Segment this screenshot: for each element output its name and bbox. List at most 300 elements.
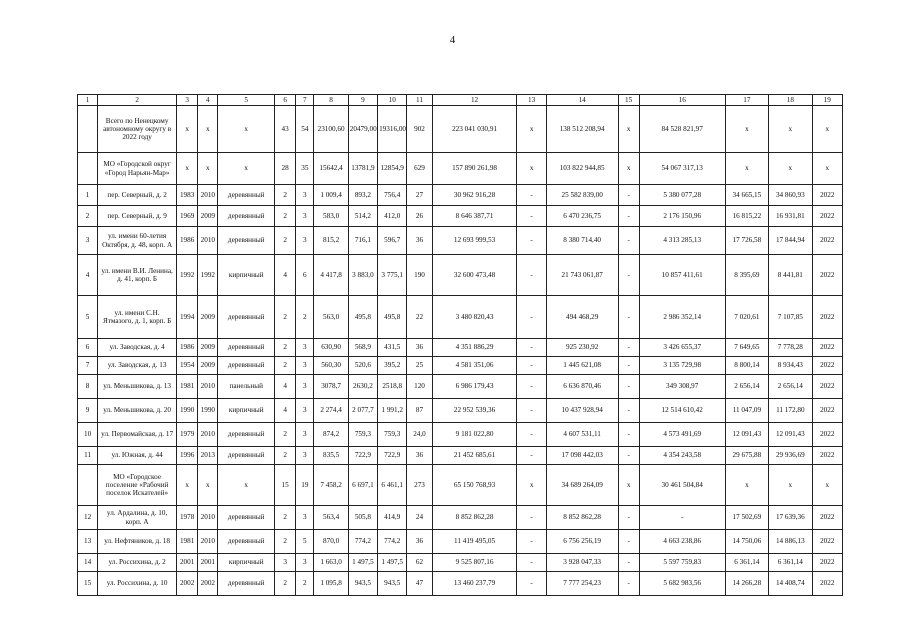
table-cell: 2 986 352,14 [639,296,725,339]
table-cell: 4 607 531,11 [546,423,618,447]
table-cell: - [618,185,639,206]
table-cell: 2002 [198,572,218,596]
table-cell: 1 497,5 [348,554,377,572]
table-cell: 35 [296,153,314,185]
table-cell: 2 [296,572,314,596]
table-cell: кирпичный [218,554,275,572]
table-cell [78,465,98,506]
table-cell: x [769,106,812,153]
address-cell: ул. имени 60-летия Октября, д. 48, корп. А [98,227,177,255]
table-cell: 6 361,14 [725,554,768,572]
address-cell: ул. Россихина, д. 10 [98,572,177,596]
table-cell: 3 [296,357,314,375]
table-cell: x [812,465,842,506]
table-cell: 874,2 [314,423,348,447]
table-cell: 1 991,2 [378,399,407,423]
table-cell: 1981 [177,375,198,399]
table-cell: панельный [218,375,275,399]
table-cell: 520,6 [348,357,377,375]
table-cell: 1979 [177,423,198,447]
address-cell: ул. Меньшикова, д. 13 [98,375,177,399]
table-cell: - [517,423,546,447]
table-cell: - [517,399,546,423]
table-row [78,447,843,465]
address-cell: ул. Ардалина, д. 10, корп. А [98,506,177,530]
table-row [78,185,843,206]
table-cell: - [517,357,546,375]
table-cell: x [725,465,768,506]
table-cell: 563,4 [314,506,348,530]
column-number: 15 [618,95,639,106]
table-cell: 3 [296,227,314,255]
table-cell: 2 [275,530,296,554]
table-cell: 2010 [198,530,218,554]
table-cell: - [517,506,546,530]
table-cell: 7 778,28 [769,339,812,357]
table-cell: x [769,465,812,506]
table-row [78,296,843,339]
table-cell: 12 514 610,42 [639,399,725,423]
table-cell: 3 [296,506,314,530]
table-cell: - [618,554,639,572]
table-cell: 3 [296,423,314,447]
table-cell: x [218,153,275,185]
table-cell: 2010 [198,375,218,399]
table-cell: 12854,9 [378,153,407,185]
table-cell: кирпичный [218,399,275,423]
table-cell: 722,9 [378,447,407,465]
column-number: 4 [198,95,218,106]
table-cell: x [812,153,842,185]
table-cell [78,106,98,153]
table-cell: деревянный [218,227,275,255]
column-number: 3 [177,95,198,106]
table-cell: 8 646 387,71 [432,206,517,227]
table-cell: 583,0 [314,206,348,227]
table-cell: 6 470 236,75 [546,206,618,227]
table-cell: 17 098 442,03 [546,447,618,465]
table-cell: 11 172,80 [769,399,812,423]
table-cell: 563,0 [314,296,348,339]
table-row [78,255,843,296]
table-cell: 4 [78,255,98,296]
table-cell: 62 [407,554,432,572]
table-cell: 870,0 [314,530,348,554]
table-cell: 349 308,97 [639,375,725,399]
table-cell: - [618,447,639,465]
table-cell: 568,9 [348,339,377,357]
column-number: 6 [275,95,296,106]
table-cell: деревянный [218,339,275,357]
table-cell: 815,2 [314,227,348,255]
table-cell: 1992 [198,255,218,296]
table-cell: 19316,00 [378,106,407,153]
table-cell: x [177,153,198,185]
table-cell: 6 756 256,19 [546,530,618,554]
table-cell: 4 313 285,13 [639,227,725,255]
table-row [78,506,843,530]
table-cell: 2 656,14 [725,375,768,399]
table-cell: - [618,423,639,447]
table-cell: 756,4 [378,185,407,206]
table-cell: 103 822 944,85 [546,153,618,185]
table-cell: 10 437 928,94 [546,399,618,423]
address-cell: пер. Северный, д. 9 [98,206,177,227]
table-cell: 14 [78,554,98,572]
table-row [78,399,843,423]
table-cell: 4 354 243,58 [639,447,725,465]
table-cell: 2022 [812,185,842,206]
table-cell: 774,2 [348,530,377,554]
table-cell: 2009 [198,357,218,375]
table-cell: кирпичный [218,255,275,296]
table-cell: 20479,00 [348,106,377,153]
table-cell: 65 150 768,93 [432,465,517,506]
table-cell: x [769,153,812,185]
table-cell: 11 [78,447,98,465]
column-number: 12 [432,95,517,106]
table-cell: деревянный [218,506,275,530]
table-cell: 2630,2 [348,375,377,399]
table-cell: 54 067 317,13 [639,153,725,185]
table-cell: деревянный [218,572,275,596]
table-cell: 2022 [812,206,842,227]
table-cell: 3 775,1 [378,255,407,296]
address-cell: Всего по Ненецкому автономному округу в 2022 году [98,106,177,153]
table-cell: 8 [78,375,98,399]
table-cell: 17 502,69 [725,506,768,530]
table-cell: 13781,9 [348,153,377,185]
table-cell: 1978 [177,506,198,530]
table-cell: 1 [78,185,98,206]
column-number: 1 [78,95,98,106]
table-cell: 3 480 820,43 [432,296,517,339]
table-cell: 87 [407,399,432,423]
table-cell: x [725,153,768,185]
table-cell: 1 445 621,08 [546,357,618,375]
table-cell: 7 107,85 [769,296,812,339]
table-cell [78,153,98,185]
table-cell: 9 [78,399,98,423]
table-cell: деревянный [218,447,275,465]
table-cell: 36 [407,447,432,465]
table-cell: 6 636 870,46 [546,375,618,399]
column-number: 19 [812,95,842,106]
table-cell: 514,2 [348,206,377,227]
table-cell: 835,5 [314,447,348,465]
table-cell: 596,7 [378,227,407,255]
table-cell: - [639,506,725,530]
table-cell: 4 [275,399,296,423]
table-cell: 2022 [812,357,842,375]
table-cell: x [198,153,218,185]
table-cell: деревянный [218,357,275,375]
table-cell: 13 [78,530,98,554]
table-cell: 223 041 030,91 [432,106,517,153]
table-cell: 47 [407,572,432,596]
table-cell: 7 649,65 [725,339,768,357]
table-cell: - [517,206,546,227]
table-cell: 22 952 539,36 [432,399,517,423]
table-cell: 12 091,43 [725,423,768,447]
table-cell: 3 [296,339,314,357]
table-cell: 2 [275,296,296,339]
table-cell: - [618,296,639,339]
table-row [78,530,843,554]
table-cell: 3 [296,375,314,399]
table-cell: 395,2 [378,357,407,375]
table-cell: 1992 [177,255,198,296]
table-cell: - [517,375,546,399]
table-cell: 9 181 022,80 [432,423,517,447]
table-cell: 15642,4 [314,153,348,185]
table-cell: 10 [78,423,98,447]
table-cell: 2009 [198,296,218,339]
table-cell: 4 581 351,06 [432,357,517,375]
table-cell: 17 726,58 [725,227,768,255]
table-cell: 1990 [177,399,198,423]
table-cell: 2 [275,447,296,465]
table-cell: - [618,255,639,296]
table-cell: 7 [78,357,98,375]
table-cell: - [618,506,639,530]
address-cell: ул. имени В.И. Ленина, д. 41, корп. Б [98,255,177,296]
table-cell: 2 [275,206,296,227]
table-cell: 9 525 807,16 [432,554,517,572]
table-cell: x [812,106,842,153]
table-cell: 2013 [198,447,218,465]
table-cell: 2 [275,185,296,206]
table-cell: 4 573 491,69 [639,423,725,447]
table-cell: 5 [296,530,314,554]
table-cell: 30 962 916,28 [432,185,517,206]
table-cell: 12 693 999,53 [432,227,517,255]
table-cell: 5 380 077,28 [639,185,725,206]
table-cell: 2 [275,339,296,357]
table-cell: 630,90 [314,339,348,357]
table-cell: - [618,530,639,554]
table-cell: 3 [296,554,314,572]
address-cell: МО «Городское поселение «Рабочий поселок Искателей» [98,465,177,506]
subtotal-row [78,106,843,153]
table-cell: x [198,106,218,153]
table-cell: 24 [407,506,432,530]
table-cell: 495,8 [378,296,407,339]
address-cell: ул. Заводская, д. 13 [98,357,177,375]
table-cell: 8 852 862,28 [546,506,618,530]
table-cell: 2001 [177,554,198,572]
table-cell: 716,1 [348,227,377,255]
table-cell: 12 [78,506,98,530]
table-cell: 3 [296,447,314,465]
table-cell: 273 [407,465,432,506]
table-cell: 505,8 [348,506,377,530]
address-cell: пер. Северный, д. 2 [98,185,177,206]
table-cell: 2002 [177,572,198,596]
column-number: 10 [378,95,407,106]
table-cell: 21 743 061,87 [546,255,618,296]
table-cell: 2 077,7 [348,399,377,423]
table-row [78,572,843,596]
table-cell: 14 750,06 [725,530,768,554]
table-cell: 1996 [177,447,198,465]
table-cell: 2 [78,206,98,227]
table-cell: - [517,554,546,572]
table-cell: 722,9 [348,447,377,465]
table-cell: 30 461 504,84 [639,465,725,506]
address-cell: ул. Заводская, д. 4 [98,339,177,357]
page-number: 4 [449,34,456,46]
column-number: 18 [769,95,812,106]
table-cell: 431,5 [378,339,407,357]
table-cell: 54 [296,106,314,153]
table-cell: 36 [407,227,432,255]
table-cell: 893,2 [348,185,377,206]
table-cell: 6 [296,255,314,296]
table-cell: x [618,106,639,153]
table-cell: - [618,357,639,375]
table-cell: 2 [275,423,296,447]
table-cell: - [618,572,639,596]
table-cell: 6 [78,339,98,357]
table-cell: 16 931,81 [769,206,812,227]
table-cell: 15 [78,572,98,596]
table-cell: 157 890 261,98 [432,153,517,185]
table-cell: 34 689 264,09 [546,465,618,506]
table-cell: 84 528 821,97 [639,106,725,153]
table-cell: 25 [407,357,432,375]
table-cell: 23100,60 [314,106,348,153]
table-cell: 28 [275,153,296,185]
column-number: 16 [639,95,725,106]
table-row [78,375,843,399]
table-cell: 2022 [812,530,842,554]
table-cell: 5 682 983,56 [639,572,725,596]
table-cell: 5 [78,296,98,339]
table-cell: 26 [407,206,432,227]
table-cell: 774,2 [378,530,407,554]
table-cell: 2022 [812,423,842,447]
table-cell: 2 656,14 [769,375,812,399]
table-cell: - [618,206,639,227]
column-number: 11 [407,95,432,106]
table-cell: 29 936,69 [769,447,812,465]
table-cell: - [517,227,546,255]
table-cell: 2022 [812,506,842,530]
column-number: 17 [725,95,768,106]
table-cell: 36 [407,339,432,357]
table-cell: - [517,339,546,357]
housing-register-table [77,94,843,596]
address-cell: ул. Первомайская, д. 17 [98,423,177,447]
table-cell: 2 [275,506,296,530]
table-cell: x [517,153,546,185]
table-cell: - [517,530,546,554]
table-cell: - [517,185,546,206]
table-cell: - [618,227,639,255]
table-cell: 2022 [812,399,842,423]
table-cell: - [517,296,546,339]
column-number: 13 [517,95,546,106]
column-number: 7 [296,95,314,106]
address-cell: ул. Нефтяников, д. 18 [98,530,177,554]
table-row [78,554,843,572]
table-cell: - [618,339,639,357]
table-cell: - [517,447,546,465]
table-cell: 943,5 [378,572,407,596]
table-cell: 4 351 886,29 [432,339,517,357]
table-cell: 16 815,22 [725,206,768,227]
table-cell: - [618,375,639,399]
table-cell: деревянный [218,206,275,227]
table-cell: 25 582 839,00 [546,185,618,206]
table-cell: x [517,465,546,506]
table-cell: 1981 [177,530,198,554]
table-cell: 902 [407,106,432,153]
column-number-row [78,95,843,106]
table-cell: x [218,465,275,506]
table-cell: 2022 [812,572,842,596]
table-cell: 29 675,88 [725,447,768,465]
table-cell: 8 852 862,28 [432,506,517,530]
table-cell: 2 [275,227,296,255]
table-cell: 2 [275,357,296,375]
table-cell: 1986 [177,339,198,357]
table-cell: 14 886,13 [769,530,812,554]
table-cell: 2001 [198,554,218,572]
table-cell: 2 176 150,96 [639,206,725,227]
table-cell: x [177,106,198,153]
table-cell: 120 [407,375,432,399]
table-cell: 495,8 [348,296,377,339]
table-cell: 3 [296,185,314,206]
subtotal-row [78,153,843,185]
table-cell: 2022 [812,255,842,296]
table-cell: x [618,465,639,506]
table-cell: 1 663,0 [314,554,348,572]
table-cell: 14 266,28 [725,572,768,596]
table-cell: 3 [296,206,314,227]
address-cell: ул. Россихина, д. 2 [98,554,177,572]
table-cell: 22 [407,296,432,339]
table-cell: 494 468,29 [546,296,618,339]
table-cell: x [618,153,639,185]
table-cell: x [198,465,218,506]
address-cell: ул. Южная, д. 44 [98,447,177,465]
table-cell: 412,0 [378,206,407,227]
table-cell: 11 419 495,05 [432,530,517,554]
table-cell: 2 274,4 [314,399,348,423]
table-cell: 8 800,14 [725,357,768,375]
table-cell: 24,0 [407,423,432,447]
table-cell: 11 047,09 [725,399,768,423]
table-cell: 3078,7 [314,375,348,399]
column-number: 14 [546,95,618,106]
table-cell: 6 697,1 [348,465,377,506]
table-cell: 2009 [198,206,218,227]
table-cell: 5 597 759,83 [639,554,725,572]
table-cell: 21 452 685,61 [432,447,517,465]
table-row [78,227,843,255]
table-cell: x [725,106,768,153]
table-cell: 4 663 238,86 [639,530,725,554]
table-cell: x [517,106,546,153]
table-cell: - [517,572,546,596]
table-cell: 3 426 655,37 [639,339,725,357]
table-cell: 8 395,69 [725,255,768,296]
address-cell: ул. Меньшикова, д. 20 [98,399,177,423]
table-cell: 2022 [812,375,842,399]
